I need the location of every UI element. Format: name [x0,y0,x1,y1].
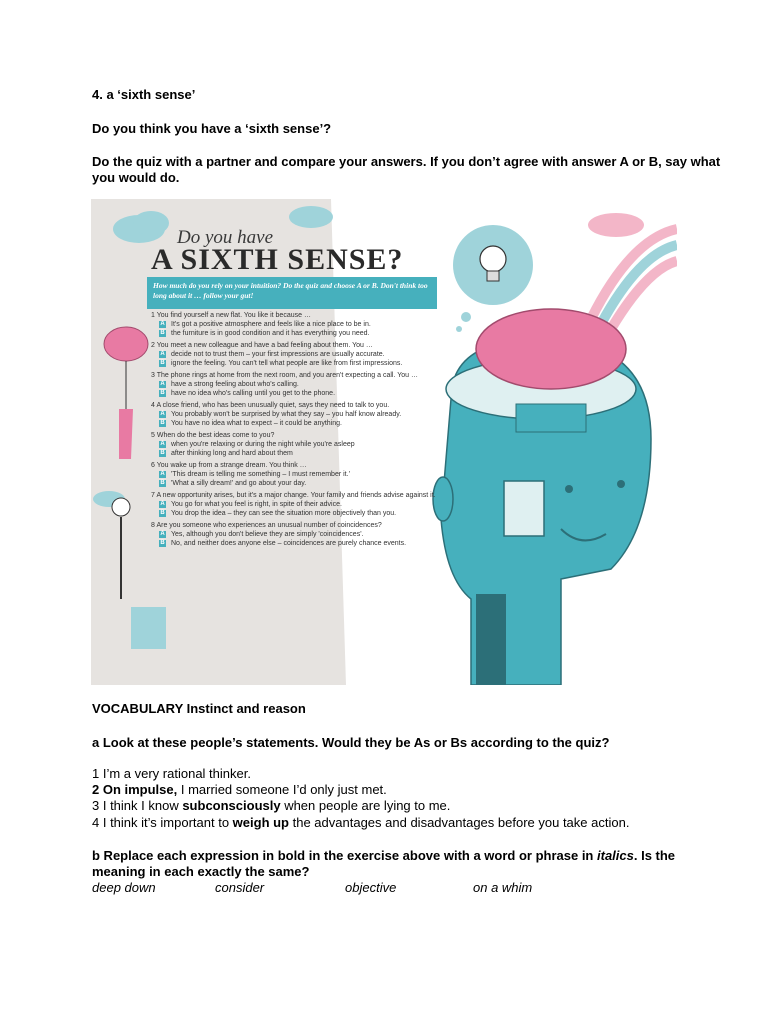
option-a: A You probably won't be surprised by what they say – you half know already. [160,411,402,418]
option-b: B No, and neither does anyone else – coincidences are purely chance events. [160,540,407,547]
option-b: B You have no idea what to expect – it could be anything. [160,420,342,427]
statement-2: 2 On impulse, I married someone I’d only just met. [92,782,387,797]
quiz-list [151,311,451,551]
italic-word-1: deep down [92,880,156,895]
quiz-question [151,341,451,368]
option-a: A decide not to trust them – your first impressions are usually accurate. [160,351,385,358]
option-a: A It's got a positive atmosphere and feels like a nice place to be in. [160,321,371,328]
option-a-box: A [160,441,165,447]
option-a-box: A [160,471,165,477]
option-b-box: B [160,330,165,336]
task-b-line-1: b Replace each expression in bold in the exercise above with a word or phrase in italics. Is the [92,848,676,863]
option-a-box: A [160,531,165,537]
option-b-box: B [160,540,165,546]
question-text: 7 A new opportunity arises, but it's a major change. Your family and friends advise against it. [151,492,436,499]
question-text: 3 The phone rings at home from the next room, and you aren't expecting a call. You … [151,372,418,379]
quiz-question [151,371,451,398]
option-a: A You go for what you feel is right, in spite of their advice. [160,501,342,508]
option-a: A when you're relaxing or during the night while you're asleep [160,441,355,448]
option-b: B 'What a silly dream!' and go about your day. [160,480,307,487]
option-b: B ignore the feeling. You can't tell what people are like from first impressions. [160,360,403,367]
option-a-box: A [160,411,165,417]
option-b: B after thinking long and hard about them [160,450,293,457]
statement-3: 3 I think I know subconsciously when people are lying to me. [92,798,451,813]
option-a: A 'This dream is telling me something – I must remember it.' [160,471,350,478]
option-b-box: B [160,480,165,486]
poster-title-line-2: A SIXTH SENSE? [151,243,404,276]
statement-4: 4 I think it’s important to weigh up the advantages and disadvantages before you take action. [92,815,630,830]
option-b-box: B [160,510,165,516]
option-b: B You drop the idea – they can see the situation more objectively than you. [160,510,397,517]
quiz-question [151,431,451,458]
option-b-box: B [160,360,165,366]
instruction-line-1: Do the quiz with a partner and compare your answers. If you don’t agree with answer A or B, say what [92,154,721,169]
section-heading: 4. a ‘sixth sense’ [92,87,196,102]
option-a-box: A [160,321,165,327]
quiz-question [151,491,451,518]
option-a-box: A [160,501,165,507]
quiz-question [151,521,451,548]
quiz-question [151,401,451,428]
vocabulary-heading: VOCABULARY Instinct and reason [92,701,306,716]
option-b-box: B [160,450,165,456]
option-a: A have a strong feeling about who's calling. [160,381,299,388]
option-b: B have no idea who's calling until you get to the phone. [160,390,336,397]
question-text: 1 You find yourself a new flat. You like it because … [151,312,311,319]
question-text: 8 Are you someone who experiences an unusual number of coincidences? [151,522,382,529]
option-b-box: B [160,420,165,426]
poster-title-line-1: Do you have [177,227,274,248]
option-a-box: A [160,351,165,357]
option-b: B the furniture is in good condition and it has everything you need. [160,330,370,337]
italic-word-4: on a whim [473,880,533,895]
poster-intro: How much do you rely on your intuition? Do the quiz and choose A or B. Don't think too long about it … follow your gut! [147,277,437,309]
italic-word-3: objective [345,880,397,895]
option-b-box: B [160,390,165,396]
instruction-line-2: you would do. [92,170,180,185]
statement-1: 1 I’m a very rational thinker. [92,766,251,781]
quiz-question [151,461,451,488]
quiz-question [151,311,451,338]
question-text: 4 A close friend, who has been unusually quiet, says they need to talk to you. [151,402,390,409]
question-text: 5 When do the best ideas come to you? [151,432,275,439]
task-a-text: a Look at these people’s statements. Would they be As or Bs according to the quiz? [92,735,610,750]
question-text: Do you think you have a ‘sixth sense’? [92,121,332,136]
task-b-line-2: meaning in each exactly the same? [92,864,310,879]
quiz-poster [91,199,677,685]
italic-word-2: consider [215,880,265,895]
question-text: 6 You wake up from a strange dream. You think … [151,462,307,469]
option-a: A Yes, although you don't believe they are simply 'coincidences'. [160,531,364,538]
question-text: 2 You meet a new colleague and have a bad feeling about them. You … [151,342,373,349]
option-a-box: A [160,381,165,387]
